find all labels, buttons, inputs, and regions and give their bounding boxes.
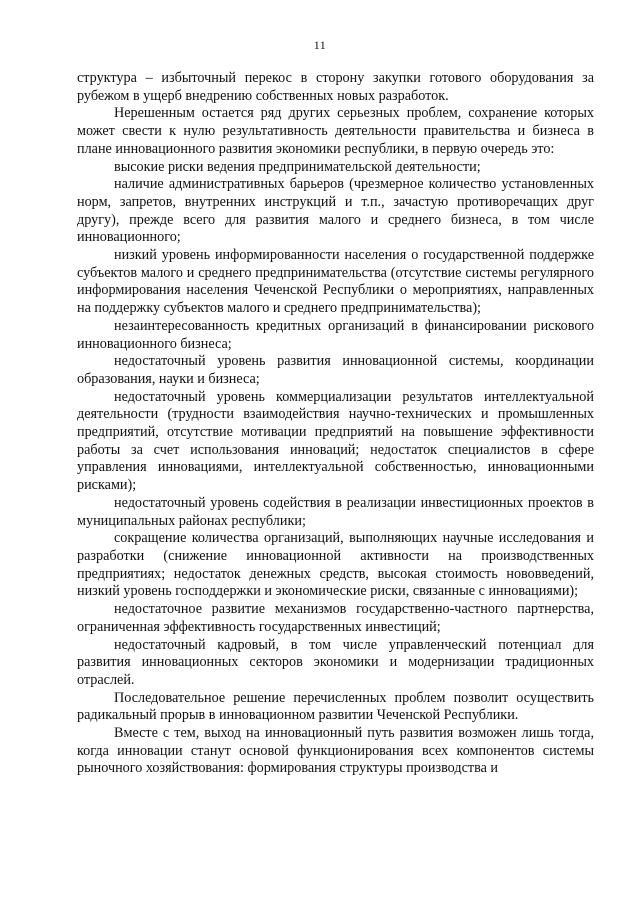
paragraph-problems-intro: Нерешенным остается ряд других серьезных проблем, сохранение которых может свести к нулю результативность деятельности правительства и бизнеса в плане инновационного развития экономики республики, в первую очередь это: (77, 105, 594, 157)
paragraph-breakthrough: Последовательное решение перечисленных проблем позволит осуществить радикальный прорыв в инновационном развитии Чеченской Республики. (77, 689, 594, 724)
paragraph-continuation: структура – избыточный перекос в сторону закупки готового оборудования за рубежом в ущерб внедрению собственных новых разработок. (77, 70, 594, 104)
list-item-staffing: недостаточный кадровый, в том числе управленческий потенциал для развития инновационных секторов экономики и модернизации традиционных отраслей. (77, 636, 594, 688)
paragraph-innovation-path: Вместе с тем, выход на инновационный путь развития возможен лишь тогда, когда инновации станут основой функционирования всех компонентов системы рыночного хозяйствования: формирования структуры производства и (77, 725, 594, 777)
document-body (77, 70, 594, 778)
list-item-credit-disinterest: незаинтересованность кредитных организаций в финансировании рискового инновационного бизнеса; (77, 317, 594, 352)
list-item-high-risks: высокие риски ведения предпринимательской деятельности; (114, 158, 481, 175)
list-item-investment-support: недостаточный уровень содействия в реализации инвестиционных проектов в муниципальных районах республики; (77, 494, 594, 529)
page-number: 11 (313, 38, 327, 52)
list-item-innovation-system: недостаточный уровень развития инновационной системы, координации образования, науки и бизнеса; (77, 353, 594, 387)
list-item-low-awareness: низкий уровень информированности населения о государственной поддержке субъектов малого и среднего предпринимательства (отсутствие системы регулярного информирования населения Чеченской Республики о мероприятиях, направленных на поддержку субъектов малого и среднего предпринимательства); (77, 247, 594, 317)
list-item-admin-barriers: наличие административных барьеров (чрезмерное количество установленных норм, запретов, внутренних инструкций и т.п., зачастую противоречащих друг другу), прежде всего для развития малого и среднего бизнеса, в том числе инновационного; (77, 176, 594, 246)
list-item-ppp: недостаточное развитие механизмов государственно-частного партнерства, ограниченная эффективность государственных инвестиций; (77, 601, 594, 635)
list-item-commercialization: недостаточный уровень коммерциализации результатов интеллектуальной деятельности (трудности взаимодействия научно-технических и промышленных предприятий, отсутствие мотивации предприятий на повышение эффективности работы за счет использования инноваций; недостаток специалистов в сфере управления инновациями, интеллектуальной собственностью, инновационными рисками); (77, 388, 594, 494)
list-item-research-decline: сокращение количества организаций, выполняющих научные исследования и разработки (снижение инновационной активности на производственных предприятиях; недостаток денежных средств, высокая стоимость нововведений, низкий уровень господдержки и экономические риски, связанные с инновациями); (77, 530, 594, 600)
